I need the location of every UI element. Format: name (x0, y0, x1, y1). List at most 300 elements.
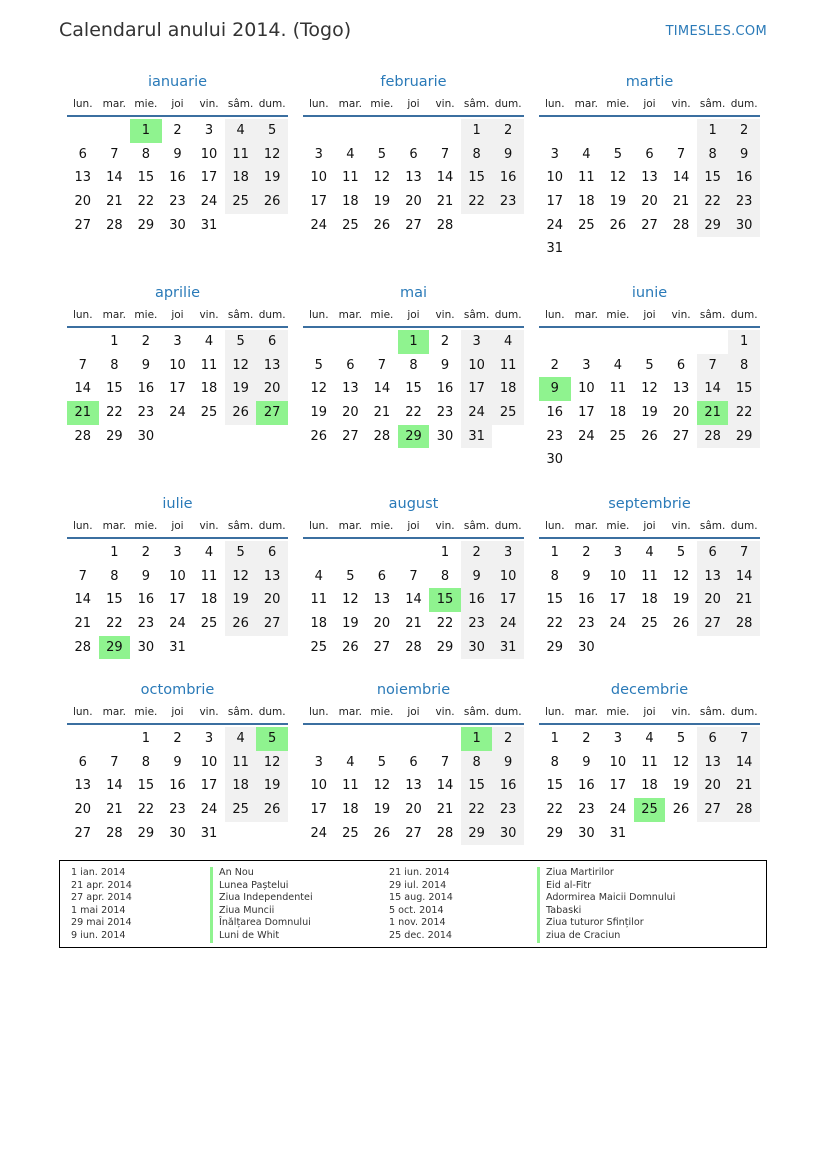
day-cell: 3 (613, 731, 623, 746)
day-cell: 19 (342, 616, 359, 632)
legend-holiday-name: Ziua tuturor Sfinților (537, 917, 675, 930)
day-cell: 11 (609, 381, 627, 397)
weekday-label: joi (407, 98, 420, 110)
day-cell: 11 (641, 568, 658, 584)
weekend-day-cell: 28 (697, 425, 729, 449)
day-cell: 4 (582, 146, 591, 162)
weekend-day-cell: 26 (256, 190, 288, 214)
day-cell: 20 (405, 194, 422, 210)
day-cell: 31 (609, 825, 627, 841)
holiday-day-cell: 1 (461, 727, 493, 751)
day-cell: 20 (74, 194, 92, 210)
day-cell: 14 (106, 778, 123, 794)
day-cell: 8 (409, 357, 418, 373)
legend-date: 21 iun. 2014 (389, 867, 450, 878)
day-cell: 3 (204, 123, 214, 138)
weekend-day-cell: 13 (256, 565, 288, 589)
day-cell: 9 (173, 146, 182, 162)
empty-day-cell (303, 330, 335, 354)
legend-date: 1 mai 2014 (71, 904, 126, 916)
day-cell: 30 (546, 452, 564, 468)
day-cell: 24 (578, 428, 595, 444)
day-grid (67, 541, 288, 659)
legend-date: 15 aug. 2014 (389, 892, 453, 904)
month-octombrie (67, 679, 288, 845)
weekend-day-cell: 19 (256, 166, 288, 190)
day-cell: 12 (672, 754, 690, 770)
brand-link[interactable]: TIMESLES.COM (665, 24, 767, 39)
day-cell: 27 (74, 825, 92, 841)
weekend-day-cell: 20 (697, 588, 729, 612)
weekday-label: mar. (574, 520, 599, 532)
weekend-day-cell: 21 (728, 588, 760, 612)
weekday-label: dum. (494, 309, 522, 321)
day-cell: 23 (436, 405, 454, 421)
day-cell: 22 (137, 802, 155, 818)
weekend-day-cell: 5 (225, 541, 257, 565)
weekday-label: vin. (435, 309, 455, 321)
empty-day-cell (634, 330, 666, 354)
weekday-label: mie. (606, 309, 630, 321)
day-cell: 26 (609, 217, 627, 233)
day-cell: 11 (641, 754, 658, 770)
day-cell: 5 (377, 754, 387, 770)
weekday-label: sâm. (699, 706, 726, 718)
day-cell: 4 (314, 568, 323, 584)
empty-day-cell (67, 119, 99, 143)
day-cell: 31 (169, 639, 186, 655)
day-grid (303, 541, 524, 659)
weekend-day-cell: 29 (461, 822, 493, 846)
day-cell: 17 (200, 170, 218, 186)
day-cell: 10 (169, 357, 186, 373)
weekend-day-cell: 24 (492, 612, 524, 636)
weekend-day-cell: 2 (461, 541, 493, 565)
day-cell: 21 (106, 802, 123, 818)
empty-day-cell (429, 727, 461, 751)
day-cell: 18 (342, 802, 359, 818)
day-cell: 17 (200, 778, 218, 794)
weekend-day-cell: 7 (728, 727, 760, 751)
weekend-day-cell: 13 (697, 751, 729, 775)
day-cell: 29 (137, 825, 155, 841)
weekend-day-cell: 1 (728, 330, 760, 354)
weekend-day-cell: 11 (225, 143, 257, 167)
weekend-day-cell: 23 (728, 190, 760, 214)
day-cell: 24 (200, 194, 218, 210)
day-cell: 14 (373, 381, 391, 397)
day-cell: 17 (609, 778, 627, 794)
legend-holiday-name: An Nou (210, 867, 313, 880)
weekday-label: joi (171, 98, 184, 110)
day-cell: 26 (310, 428, 328, 444)
weekend-day-cell: 28 (728, 612, 760, 636)
day-cell: 24 (546, 217, 564, 233)
month-name: martie (625, 74, 674, 90)
weekday-label: sâm. (227, 309, 254, 321)
weekend-day-cell: 26 (225, 401, 257, 425)
month-name: septembrie (608, 496, 691, 512)
day-grid (539, 541, 760, 659)
weekend-day-cell: 7 (697, 354, 729, 378)
day-grid (303, 119, 524, 237)
day-cell: 9 (582, 568, 591, 584)
month-name: mai (399, 285, 428, 301)
holiday-day-cell: 9 (539, 377, 571, 401)
day-cell: 19 (609, 194, 627, 210)
weekend-day-cell: 30 (461, 636, 493, 660)
day-cell: 10 (609, 754, 627, 770)
weekend-day-cell: 17 (461, 377, 493, 401)
weekday-label: mar. (102, 520, 127, 532)
weekday-label: lun. (72, 520, 93, 532)
day-cell: 3 (314, 754, 323, 770)
day-cell: 25 (609, 428, 627, 444)
day-cell: 6 (78, 146, 87, 162)
weekday-label: sâm. (699, 309, 726, 321)
weekday-label: joi (171, 520, 184, 532)
day-cell: 27 (672, 428, 690, 444)
day-cell: 2 (582, 731, 591, 746)
day-cell: 15 (546, 592, 564, 608)
day-cell: 21 (436, 194, 454, 210)
day-cell: 13 (342, 381, 359, 397)
weekday-label: lun. (72, 98, 93, 110)
weekend-day-cell: 9 (492, 751, 524, 775)
day-cell: 15 (106, 381, 123, 397)
weekend-day-cell: 8 (461, 143, 493, 167)
day-cell: 11 (200, 568, 218, 584)
weekday-header (67, 93, 288, 117)
day-cell: 11 (342, 170, 359, 186)
weekday-label: vin. (199, 309, 219, 321)
weekday-label: mar. (338, 309, 363, 321)
empty-day-cell (398, 119, 430, 143)
weekday-label: dum. (730, 520, 758, 532)
day-cell: 23 (169, 802, 186, 818)
weekend-day-cell: 14 (728, 751, 760, 775)
day-cell: 14 (672, 170, 690, 186)
day-cell: 4 (204, 334, 214, 349)
day-cell: 4 (346, 146, 355, 162)
weekend-day-cell: 22 (461, 190, 493, 214)
weekend-day-cell: 15 (728, 377, 760, 401)
day-cell: 6 (346, 357, 355, 373)
day-cell: 18 (310, 616, 328, 632)
weekend-day-cell: 16 (461, 588, 493, 612)
day-grid (539, 727, 760, 845)
day-cell: 19 (672, 778, 690, 794)
weekday-header (303, 304, 524, 328)
day-cell: 22 (137, 194, 155, 210)
day-cell: 22 (546, 616, 564, 632)
day-cell: 14 (106, 170, 123, 186)
empty-day-cell (303, 727, 335, 751)
weekday-label: lun. (308, 309, 329, 321)
weekend-day-cell: 19 (256, 774, 288, 798)
weekday-label: joi (643, 309, 656, 321)
weekend-day-cell: 6 (256, 541, 288, 565)
weekend-day-cell: 1 (461, 119, 493, 143)
empty-day-cell (539, 119, 571, 143)
day-cell: 5 (676, 545, 686, 560)
day-cell: 16 (137, 592, 155, 608)
legend-holiday-name: Adormirea Maicii Domnului (537, 892, 675, 905)
weekday-label: sâm. (463, 309, 490, 321)
weekday-label: vin. (671, 98, 691, 110)
weekday-label: mar. (102, 98, 127, 110)
empty-day-cell (303, 541, 335, 565)
day-cell: 2 (582, 545, 591, 560)
day-cell: 10 (310, 170, 328, 186)
day-cell: 21 (74, 616, 92, 632)
day-cell: 28 (436, 217, 454, 233)
legend-dates-left (71, 867, 132, 943)
day-grid (67, 119, 288, 237)
day-cell: 22 (106, 405, 123, 421)
day-cell: 16 (169, 778, 186, 794)
day-cell: 1 (110, 334, 119, 349)
weekend-day-cell: 31 (461, 425, 493, 449)
weekend-day-cell: 31 (492, 636, 524, 660)
day-cell: 27 (405, 825, 422, 841)
month-iulie (67, 493, 288, 659)
weekday-label: dum. (258, 706, 286, 718)
legend-names-right (537, 867, 675, 943)
day-cell: 2 (173, 731, 182, 746)
weekend-day-cell: 25 (225, 798, 257, 822)
empty-day-cell (67, 330, 99, 354)
weekday-label: lun. (544, 706, 565, 718)
day-cell: 7 (440, 146, 450, 162)
day-cell: 25 (578, 217, 595, 233)
day-cell: 17 (546, 194, 564, 210)
weekend-day-cell: 23 (461, 612, 493, 636)
weekend-day-cell: 7 (728, 541, 760, 565)
day-cell: 28 (672, 217, 690, 233)
day-cell: 8 (141, 146, 151, 162)
day-cell: 12 (373, 778, 391, 794)
holiday-legend (59, 860, 767, 948)
legend-date: 27 apr. 2014 (71, 892, 132, 904)
day-cell: 30 (137, 639, 155, 655)
day-cell: 21 (106, 194, 123, 210)
day-cell: 28 (106, 217, 123, 233)
empty-day-cell (99, 119, 131, 143)
day-cell: 10 (578, 381, 595, 397)
weekend-day-cell: 2 (492, 119, 524, 143)
weekend-day-cell: 12 (225, 354, 257, 378)
day-cell: 24 (310, 217, 328, 233)
day-grid (303, 330, 524, 448)
weekend-day-cell: 15 (461, 774, 493, 798)
day-cell: 8 (550, 754, 559, 770)
day-cell: 16 (578, 592, 595, 608)
day-cell: 15 (137, 778, 155, 794)
weekend-day-cell: 6 (697, 727, 729, 751)
day-cell: 5 (377, 146, 387, 162)
day-cell: 24 (310, 825, 328, 841)
day-cell: 20 (405, 802, 422, 818)
weekday-header (539, 93, 760, 117)
month-name: octombrie (140, 682, 215, 698)
weekend-day-cell: 14 (697, 377, 729, 401)
day-cell: 18 (578, 194, 595, 210)
weekday-label: joi (407, 520, 420, 532)
month-noiembrie (303, 679, 524, 845)
weekday-label: lun. (544, 520, 565, 532)
weekend-day-cell: 4 (492, 330, 524, 354)
weekday-label: sâm. (463, 520, 490, 532)
day-cell: 13 (74, 778, 92, 794)
legend-dates-right (389, 867, 453, 943)
weekend-day-cell: 22 (461, 798, 493, 822)
day-cell: 4 (204, 545, 214, 560)
day-cell: 13 (373, 592, 391, 608)
day-cell: 13 (405, 778, 422, 794)
day-cell: 26 (641, 428, 658, 444)
weekday-label: mie. (134, 520, 158, 532)
holiday-day-cell: 1 (398, 330, 430, 354)
month-februarie (303, 71, 524, 237)
weekday-label: lun. (308, 706, 329, 718)
day-cell: 29 (436, 639, 454, 655)
day-cell: 17 (169, 381, 186, 397)
day-cell: 7 (78, 568, 87, 584)
day-cell: 13 (672, 381, 690, 397)
empty-day-cell (366, 541, 398, 565)
day-cell: 12 (373, 170, 391, 186)
empty-day-cell (366, 119, 398, 143)
weekend-day-cell: 10 (461, 354, 493, 378)
month-aprilie (67, 282, 288, 448)
day-cell: 18 (641, 778, 658, 794)
day-cell: 9 (440, 357, 450, 373)
day-cell: 3 (582, 357, 591, 373)
day-cell: 7 (676, 146, 686, 162)
legend-date: 29 mai 2014 (71, 917, 132, 929)
day-cell: 10 (609, 568, 627, 584)
weekday-label: sâm. (699, 520, 726, 532)
day-cell: 1 (141, 731, 151, 746)
holiday-day-cell: 21 (67, 401, 99, 425)
day-cell: 26 (672, 802, 690, 818)
weekday-header (303, 93, 524, 117)
month-name: decembrie (610, 682, 689, 698)
weekend-day-cell: 19 (225, 588, 257, 612)
day-cell: 2 (550, 357, 559, 373)
legend-date: 9 iun. 2014 (71, 929, 126, 941)
day-cell: 28 (405, 639, 422, 655)
day-cell: 23 (137, 616, 155, 632)
day-cell: 22 (436, 616, 454, 632)
day-cell: 12 (310, 381, 328, 397)
day-cell: 11 (200, 357, 218, 373)
empty-day-cell (398, 727, 430, 751)
empty-day-cell (366, 330, 398, 354)
weekend-day-cell: 12 (256, 751, 288, 775)
day-cell: 25 (310, 639, 328, 655)
day-cell: 5 (676, 731, 686, 746)
day-cell: 16 (546, 405, 564, 421)
day-cell: 24 (609, 802, 627, 818)
empty-day-cell (67, 727, 99, 751)
day-cell: 3 (173, 545, 182, 560)
weekday-header (303, 515, 524, 539)
weekend-day-cell: 22 (728, 401, 760, 425)
weekday-label: dum. (730, 98, 758, 110)
holiday-day-cell: 27 (256, 401, 288, 425)
day-cell: 7 (110, 754, 119, 770)
empty-day-cell (303, 119, 335, 143)
weekday-header (67, 304, 288, 328)
day-cell: 4 (346, 754, 355, 770)
day-cell: 13 (405, 170, 422, 186)
day-cell: 29 (546, 639, 564, 655)
weekend-day-cell: 20 (256, 377, 288, 401)
day-cell: 15 (106, 592, 123, 608)
weekday-header (539, 701, 760, 725)
day-cell: 7 (78, 357, 87, 373)
weekday-label: mie. (370, 520, 394, 532)
holiday-day-cell: 25 (634, 798, 666, 822)
weekday-header (303, 701, 524, 725)
day-cell: 11 (578, 170, 595, 186)
day-cell: 23 (578, 616, 595, 632)
day-cell: 5 (314, 357, 323, 373)
weekend-day-cell: 18 (225, 166, 257, 190)
weekday-label: joi (407, 309, 420, 321)
day-cell: 7 (440, 754, 450, 770)
day-cell: 30 (169, 217, 186, 233)
day-cell: 28 (373, 428, 391, 444)
empty-day-cell (335, 727, 367, 751)
day-cell: 29 (137, 217, 155, 233)
weekday-label: mie. (134, 98, 158, 110)
legend-holiday-name: Ziua Martirilor (537, 867, 675, 880)
weekday-label: dum. (258, 309, 286, 321)
weekday-label: joi (643, 706, 656, 718)
weekday-label: mar. (574, 309, 599, 321)
weekday-header (67, 701, 288, 725)
weekend-day-cell: 16 (492, 774, 524, 798)
day-cell: 28 (74, 639, 92, 655)
day-cell: 24 (169, 616, 186, 632)
weekend-day-cell: 6 (256, 330, 288, 354)
day-cell: 12 (609, 170, 627, 186)
day-cell: 20 (74, 802, 92, 818)
day-cell: 17 (578, 405, 595, 421)
weekend-day-cell: 12 (256, 143, 288, 167)
weekend-day-cell: 23 (492, 190, 524, 214)
day-cell: 18 (200, 381, 218, 397)
day-cell: 16 (436, 381, 454, 397)
weekday-label: mar. (338, 520, 363, 532)
day-cell: 14 (436, 778, 454, 794)
weekday-header (539, 304, 760, 328)
day-cell: 10 (310, 778, 328, 794)
weekday-label: dum. (494, 98, 522, 110)
empty-day-cell (67, 541, 99, 565)
day-cell: 22 (106, 616, 123, 632)
day-cell: 14 (436, 170, 454, 186)
day-cell: 25 (641, 616, 658, 632)
day-cell: 6 (409, 754, 418, 770)
weekend-day-cell: 26 (256, 798, 288, 822)
day-cell: 18 (641, 592, 658, 608)
month-name: aprilie (154, 285, 201, 301)
weekday-label: dum. (494, 706, 522, 718)
